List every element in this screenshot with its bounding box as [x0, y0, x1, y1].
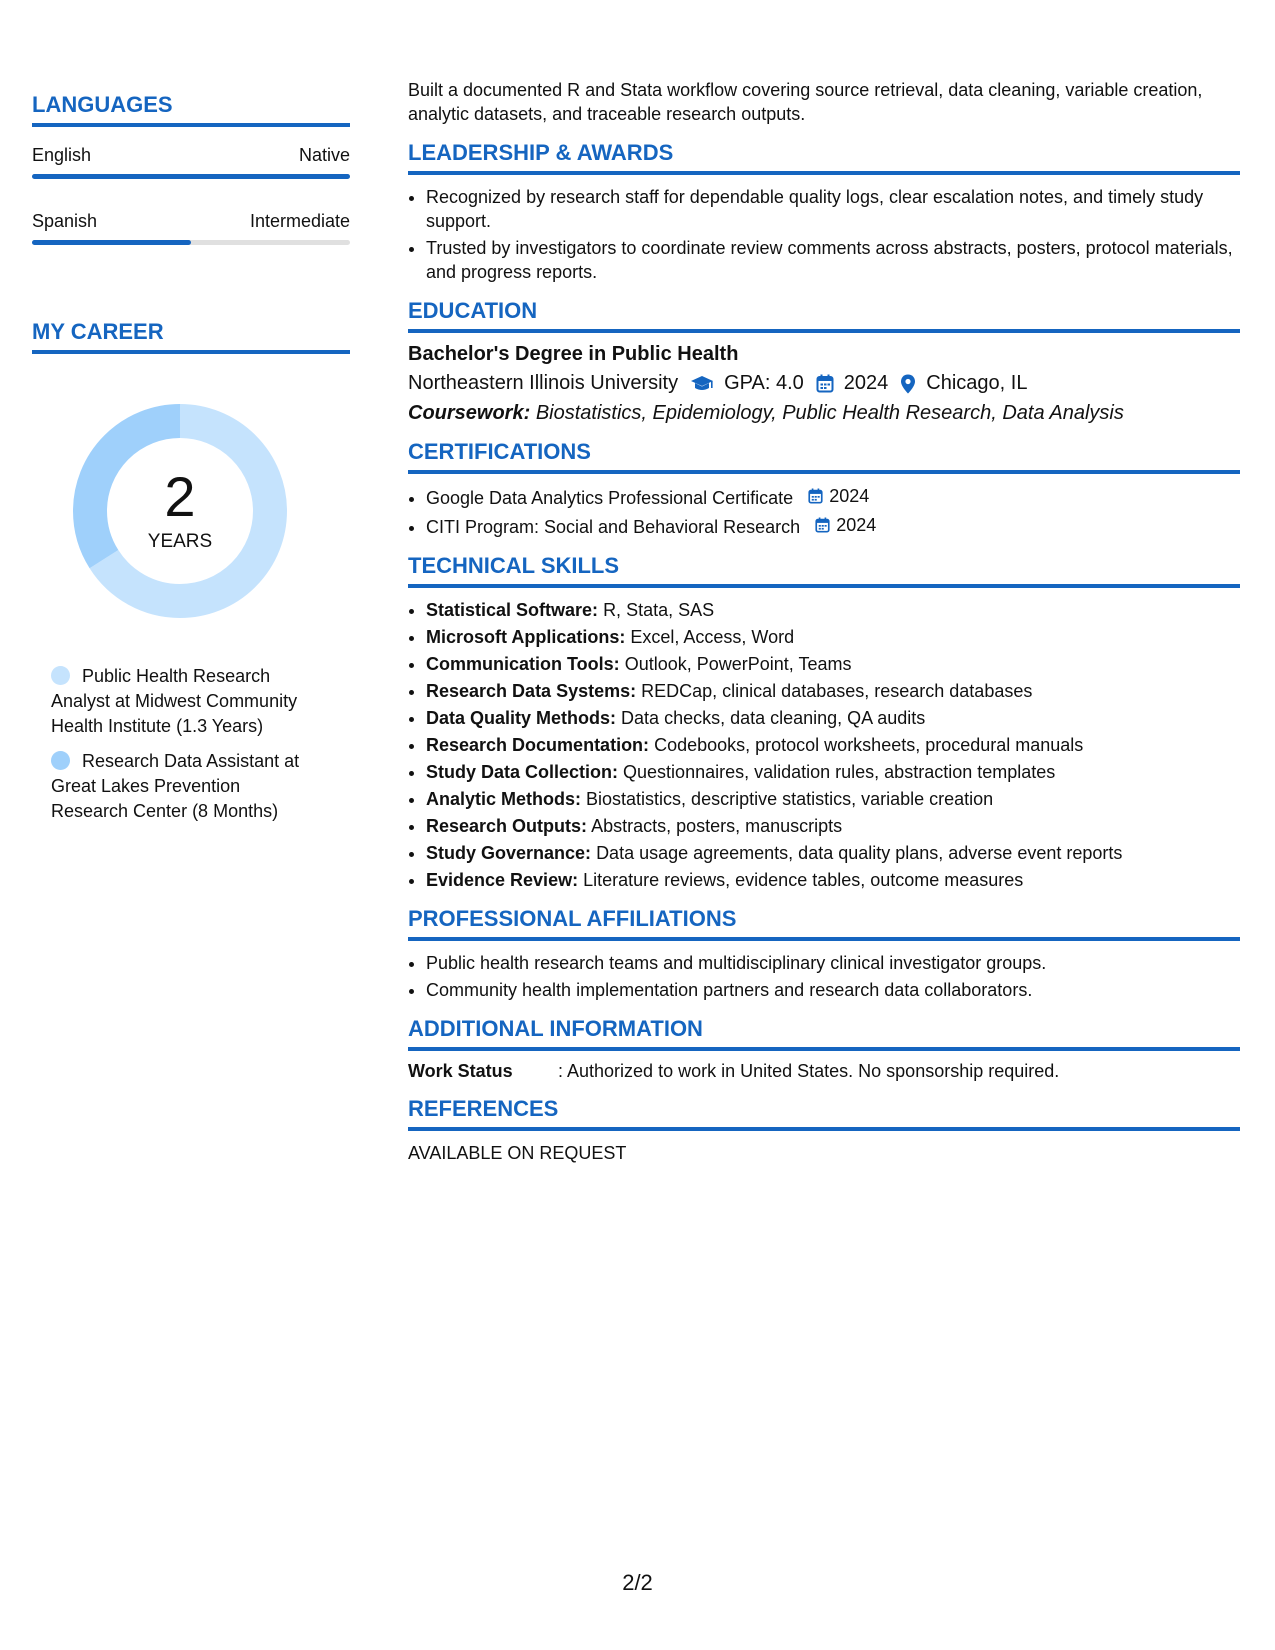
graduation-cap-icon: [690, 375, 714, 393]
page-number: 2/2: [622, 1570, 653, 1595]
certification-name: CITI Program: Social and Behavioral Research: [426, 517, 801, 537]
language-name: Spanish: [32, 211, 98, 231]
career-unit: YEARS: [147, 531, 213, 552]
skill-label: Microsoft Applications:: [426, 627, 626, 647]
list-item: • Community health implementation partners and research data collaborators.: [426, 978, 1240, 1002]
work-status-row: [408, 1061, 1240, 1082]
skill-value: REDCap, clinical databases, research databases: [641, 681, 1033, 701]
skills-list: [408, 598, 1240, 892]
education-degree: Bachelor's Degree in Public Health: [408, 343, 739, 365]
languages-title: LANGUAGES: [32, 92, 350, 127]
calendar-icon: [808, 488, 823, 504]
skill-item: [426, 679, 1240, 703]
career-legend: [51, 664, 350, 824]
certification-year-wrap: [815, 513, 876, 537]
intro-paragraph: Built a documented R and Stata workflow covering source retrieval, data cleaning, variable creation, analytic datasets, and traceable research outputs.: [408, 80, 1203, 124]
coursework-value: Biostatistics, Epidemiology, Public Health Research, Data Analysis: [535, 402, 1124, 424]
education-coursework: [408, 402, 1240, 425]
skill-item: [426, 814, 1240, 838]
skill-item: [426, 706, 1240, 730]
education-school: Northeastern Illinois University: [408, 372, 679, 394]
coursework-label: Coursework:: [408, 402, 531, 424]
certification-year-wrap: [808, 484, 869, 508]
certifications-list: [408, 484, 1240, 539]
calendar-icon: [816, 374, 834, 393]
language-level: Intermediate: [249, 211, 350, 231]
skill-item: [426, 760, 1240, 784]
work-status-value: : Authorized to work in United States. No sponsorship required.: [558, 1061, 1060, 1081]
career-legend-item: [51, 664, 321, 739]
education-title: EDUCATION: [408, 298, 1240, 333]
career-legend-item: [51, 749, 321, 824]
language-item: [32, 145, 350, 179]
skill-label: Research Data Systems:: [426, 681, 637, 701]
skill-item: [426, 733, 1240, 757]
skill-label: Data Quality Methods:: [426, 708, 617, 728]
references-text: AVAILABLE ON REQUEST: [408, 1143, 627, 1163]
skill-item: [426, 625, 1240, 649]
skill-label: Research Documentation:: [426, 735, 650, 755]
language-proficiency-fill: [32, 174, 350, 179]
calendar-icon: [815, 517, 830, 533]
leadership-title: LEADERSHIP & AWARDS: [408, 140, 1240, 175]
affiliations-title: PROFESSIONAL AFFILIATIONS: [408, 906, 1240, 941]
list-item: • Trusted by investigators to coordinate review comments across abstracts, posters, protocol materials, and progress reports.: [426, 236, 1240, 284]
career-total: 2: [164, 465, 196, 528]
language-name: English: [32, 145, 92, 165]
list-item: • Recognized by research staff for dependable quality logs, clear escalation notes, and timely study support.: [426, 185, 1240, 233]
certification-name: Google Data Analytics Professional Certificate: [426, 488, 794, 508]
skill-item: [426, 841, 1240, 865]
education-location: Chicago, IL: [926, 372, 1028, 394]
certifications-title: CERTIFICATIONS: [408, 439, 1240, 474]
leadership-list: [408, 185, 1240, 284]
skill-label: Study Governance:: [426, 843, 592, 863]
skill-label: Analytic Methods:: [426, 789, 582, 809]
skill-value: Excel, Access, Word: [630, 627, 795, 647]
legend-dot-icon: [51, 751, 70, 770]
skill-value: Data checks, data cleaning, QA audits: [621, 708, 926, 728]
career-title: MY CAREER: [32, 319, 350, 354]
skill-label: Study Data Collection:: [426, 762, 619, 782]
language-proficiency-bar: [32, 174, 350, 179]
skill-item: [426, 652, 1240, 676]
skill-label: Evidence Review:: [426, 870, 579, 890]
skill-value: Codebooks, protocol worksheets, procedural manuals: [654, 735, 1084, 755]
skill-item: [426, 598, 1240, 622]
legend-dot-icon: [51, 666, 70, 685]
skill-value: Data usage agreements, data quality plans, adverse event reports: [596, 843, 1123, 863]
career-legend-label: Research Data Assistant at Great Lakes Prevention Research Center (8 Months): [51, 751, 300, 821]
skill-value: Literature reviews, evidence tables, outcome measures: [583, 870, 1024, 890]
work-status-label: Work Status: [408, 1061, 513, 1081]
skills-title: TECHNICAL SKILLS: [408, 553, 1240, 588]
additional-info-title: ADDITIONAL INFORMATION: [408, 1016, 1240, 1051]
list-item: [426, 513, 1240, 539]
sidebar: [32, 92, 350, 834]
education-meta: [408, 372, 1240, 395]
skill-label: Communication Tools:: [426, 654, 620, 674]
skill-value: Biostatistics, descriptive statistics, variable creation: [586, 789, 994, 809]
list-item: • Public health research teams and multidisciplinary clinical investigator groups.: [426, 951, 1240, 975]
affiliations-list: [408, 951, 1240, 1002]
skill-value: Outlook, PowerPoint, Teams: [624, 654, 852, 674]
certification-year: 2024: [836, 515, 877, 535]
skill-value: Questionnaires, validation rules, abstraction templates: [623, 762, 1056, 782]
language-proficiency-bar: [32, 240, 350, 245]
main-content: [408, 78, 1240, 1165]
skill-label: Statistical Software:: [426, 600, 599, 620]
skill-label: Research Outputs:: [426, 816, 588, 836]
skill-item: [426, 868, 1240, 892]
certification-year: 2024: [829, 486, 870, 506]
education-gpa: GPA: 4.0: [724, 372, 804, 394]
skill-value: R, Stata, SAS: [603, 600, 715, 620]
language-level: Native: [298, 145, 350, 165]
list-item: [426, 484, 1240, 510]
skill-value: Abstracts, posters, manuscripts: [591, 816, 843, 836]
language-proficiency-fill: [32, 240, 191, 245]
skill-item: [426, 787, 1240, 811]
language-item: [32, 211, 350, 245]
career-donut-chart: [65, 396, 295, 626]
map-pin-icon: [900, 374, 916, 394]
education-year: 2024: [843, 372, 889, 394]
references-title: REFERENCES: [408, 1096, 1240, 1131]
career-legend-label: Public Health Research Analyst at Midwest Community Health Institute (1.3 Years): [51, 666, 298, 736]
